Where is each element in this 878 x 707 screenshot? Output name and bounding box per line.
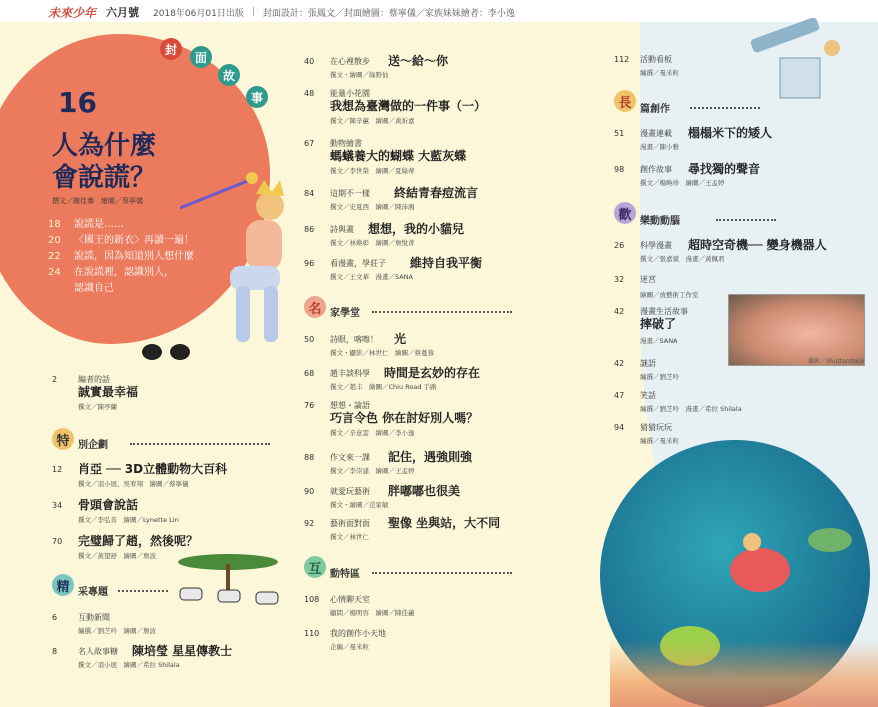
toc-entry[interactable]: 68 趙丰談科學 時間是玄妙的存在 撰文／趙丰 繪圖／Chiu Road 手路 (304, 366, 481, 391)
toc-entry[interactable]: 12 肖亞 ── 3D立體動物大百科 撰文／羽小展、吳宥翔 繪圖／蔡寧儀 (52, 462, 228, 488)
cover-tab-2: 面 (190, 46, 212, 68)
toc-entry[interactable]: 51 漫畫連載 榻榻米下的矮人 漫畫／陳小雅 (614, 126, 773, 151)
character-leg (264, 286, 278, 342)
magazine-logo: 未來少年 (48, 5, 97, 20)
toc-entry[interactable]: 26 科學漫畫 超時空奇機── 變身機器人 撰文／張嘉斌 漫畫／黃佩君 (614, 238, 827, 263)
coral-reef-illustration (610, 640, 878, 707)
toc-entry[interactable]: 108 心情聊天室 顧問／楊明容 繪圖／陳佳蕙 (304, 595, 415, 617)
character-head (256, 192, 284, 220)
toc-entry[interactable]: 42 漫畫生活故事 摔破了 漫畫／SANA (614, 307, 688, 345)
telescope-icon (750, 18, 821, 54)
toc-entry[interactable]: 84 這期不一樣 終結青春痘流言 撰文／史夏西 繪圖／陳沛鴻 (304, 186, 479, 211)
section-label-special: 別企劃 (78, 440, 108, 451)
cover-page-number: 16 (58, 86, 97, 119)
zebra-icon (256, 592, 278, 604)
sea-turtle-icon (808, 528, 852, 552)
cover-tab-4: 事 (246, 86, 268, 108)
cover-list-item[interactable]: 18 說謊是…… (48, 219, 124, 230)
crown-icon (256, 180, 284, 196)
photo-credit: 攝影／Shutterstock (808, 358, 865, 365)
section-label-long: 篇創作 (640, 104, 670, 115)
toc-entry[interactable]: 86 詩與畫 想想，我的小貓兒 撰文／林煥彰 繪圖／詹悅菁 (304, 222, 465, 247)
publish-date: 2018年06月01日出版 (153, 8, 244, 19)
wand-star-icon (246, 172, 258, 184)
section-divider (130, 443, 270, 445)
wand-icon (180, 180, 250, 208)
section-badge-family: 名 (304, 296, 326, 318)
toc-entry[interactable]: 90 就愛玩藝術 胖嘟嘟也很美 撰文・繪圖／范家敏 (304, 484, 461, 509)
section-divider (372, 311, 512, 313)
cover-title (52, 130, 156, 194)
section-badge-featured: 精 (52, 574, 74, 596)
toc-entry[interactable]: 96 看漫畫，學莊子 維持自我平衡 撰文／王文華 漫畫／SANA (304, 256, 483, 281)
crows-illustration (140, 336, 196, 364)
toc-entry[interactable]: 8 名人故事糖 陳培瑩 星星傳教士 撰文／羽小展 繪圖／希拉 Shilala (52, 644, 233, 669)
cover-story-list (48, 218, 228, 298)
section-badge-long: 長 (614, 90, 636, 112)
toc-entry[interactable]: 110 我的創作小天地 企編／曼米粒 (304, 629, 386, 651)
character-leg (236, 286, 250, 342)
tree-trunk (226, 564, 230, 590)
cover-list-item[interactable]: 22 說謊，因為知道別人想什麼 (48, 251, 194, 262)
section-badge-interactive: 互 (304, 556, 326, 578)
toc-entry[interactable]: 2 編者的話 誠實最幸福 撰文／陳亭蘭 (52, 375, 139, 411)
toc-entry[interactable]: 34 骨頭會說話 撰文／李弘善 繪圖／Lynette Lin (52, 498, 179, 524)
section-divider (372, 572, 512, 574)
toc-entry[interactable]: 6 互動新聞 編撰／劉芝吟 繪圖／詹波 (52, 613, 156, 635)
issue-label: 六月號 (106, 6, 140, 19)
cover-title-line-1: 人為什麼 (52, 131, 157, 161)
toc-entry[interactable]: 32 迷宮 繪圖／放藝術工作室 (614, 275, 699, 299)
toc-entry[interactable]: 70 完璧歸了趙，然後呢？ 撰文／黃望舒 繪圖／詹波 (52, 534, 199, 560)
section-label-interactive: 動特區 (330, 569, 360, 580)
savanna-illustration (170, 548, 286, 612)
cover-tab-1: 封 (160, 38, 182, 60)
section-label-family: 家學堂 (330, 308, 360, 319)
section-divider (690, 107, 760, 109)
toc-entry[interactable]: 88 作文來一課 記住，遇強則強 撰文／李崇建 繪圖／王孟婷 (304, 450, 473, 475)
zebra-icon (218, 590, 240, 602)
zebra-icon (180, 588, 202, 600)
toc-entry[interactable]: 92 藝術面對面 聖像 坐與站，大不同 撰文／林世仁 (304, 516, 501, 541)
character-body (246, 220, 282, 270)
cover-tab-3: 故 (218, 64, 240, 86)
toc-entry[interactable]: 76 想想・論語 巧言令色 你在討好別人嗎？ 撰文／辛意雲 繪圖／李小逸 (304, 401, 479, 437)
cover-list-item[interactable]: 認識自己 (74, 283, 114, 294)
cover-title-line-2: 會說謊？ (52, 163, 157, 193)
crow-icon (170, 344, 190, 360)
girl-head (743, 533, 761, 551)
section-divider (716, 219, 776, 221)
section-badge-fun: 歡 (614, 202, 636, 224)
cover-credit: 撰文／謝佳蓁 繪圖／蔡寧儀 (52, 197, 143, 205)
cover-list-item[interactable]: 24 在說謊裡，認識別人， (48, 267, 174, 278)
cover-list-item[interactable]: 20 〈國王的新衣〉再讀一遍！ (48, 235, 194, 246)
section-badge-special: 特 (52, 428, 74, 450)
crow-icon (142, 344, 162, 360)
toc-entry[interactable]: 47 笑話 編撰／劉芝吟 漫畫／希拉 Shilala (614, 391, 742, 413)
section-label-fun: 樂動動腦 (640, 216, 680, 227)
toc-entry[interactable]: 50 詩眼，喀嚓！ 光 撰文・攝影／林世仁 繪圖／蔡蔓蓉 (304, 332, 434, 357)
section-label-featured: 采專題 (78, 587, 108, 598)
toc-entry[interactable]: 98 創作故事 尋找獨的聲音 撰文／楊喚珍 繪圖／王孟婷 (614, 162, 761, 187)
header (48, 4, 515, 20)
toc-entry[interactable]: 42 謎語 編撰／劉芝吟 (614, 359, 679, 381)
swimming-girl-figure (730, 548, 790, 592)
section-divider (118, 590, 168, 592)
toc-entry[interactable]: 112 活動看板 編撰／曼米粒 (614, 55, 679, 77)
header-credits: 封面設計：張鳳文／封面繪圖：蔡寧儀／家族妹妹繪者：李小逸 (262, 8, 515, 19)
toc-entry[interactable]: 67 動物繪書 螞蟻養大的蝴蝶 大藍灰蝶 撰文／李世榮 繪圖／夏綠蒂 (304, 139, 467, 175)
toc-entry[interactable]: 94 猜猜玩玩 編撰／曼米粒 (614, 423, 679, 445)
toc-entry[interactable]: 40 在心裡散步 送～給～你 撰文・繪圖／綠野仙 (304, 54, 449, 79)
header-separator: | (251, 7, 255, 17)
toc-entry[interactable]: 48 能量小花園 我想為臺灣做的一件事（一） 撰文／陳辛蕙 繪圖／黃祈嘉 (304, 89, 487, 125)
